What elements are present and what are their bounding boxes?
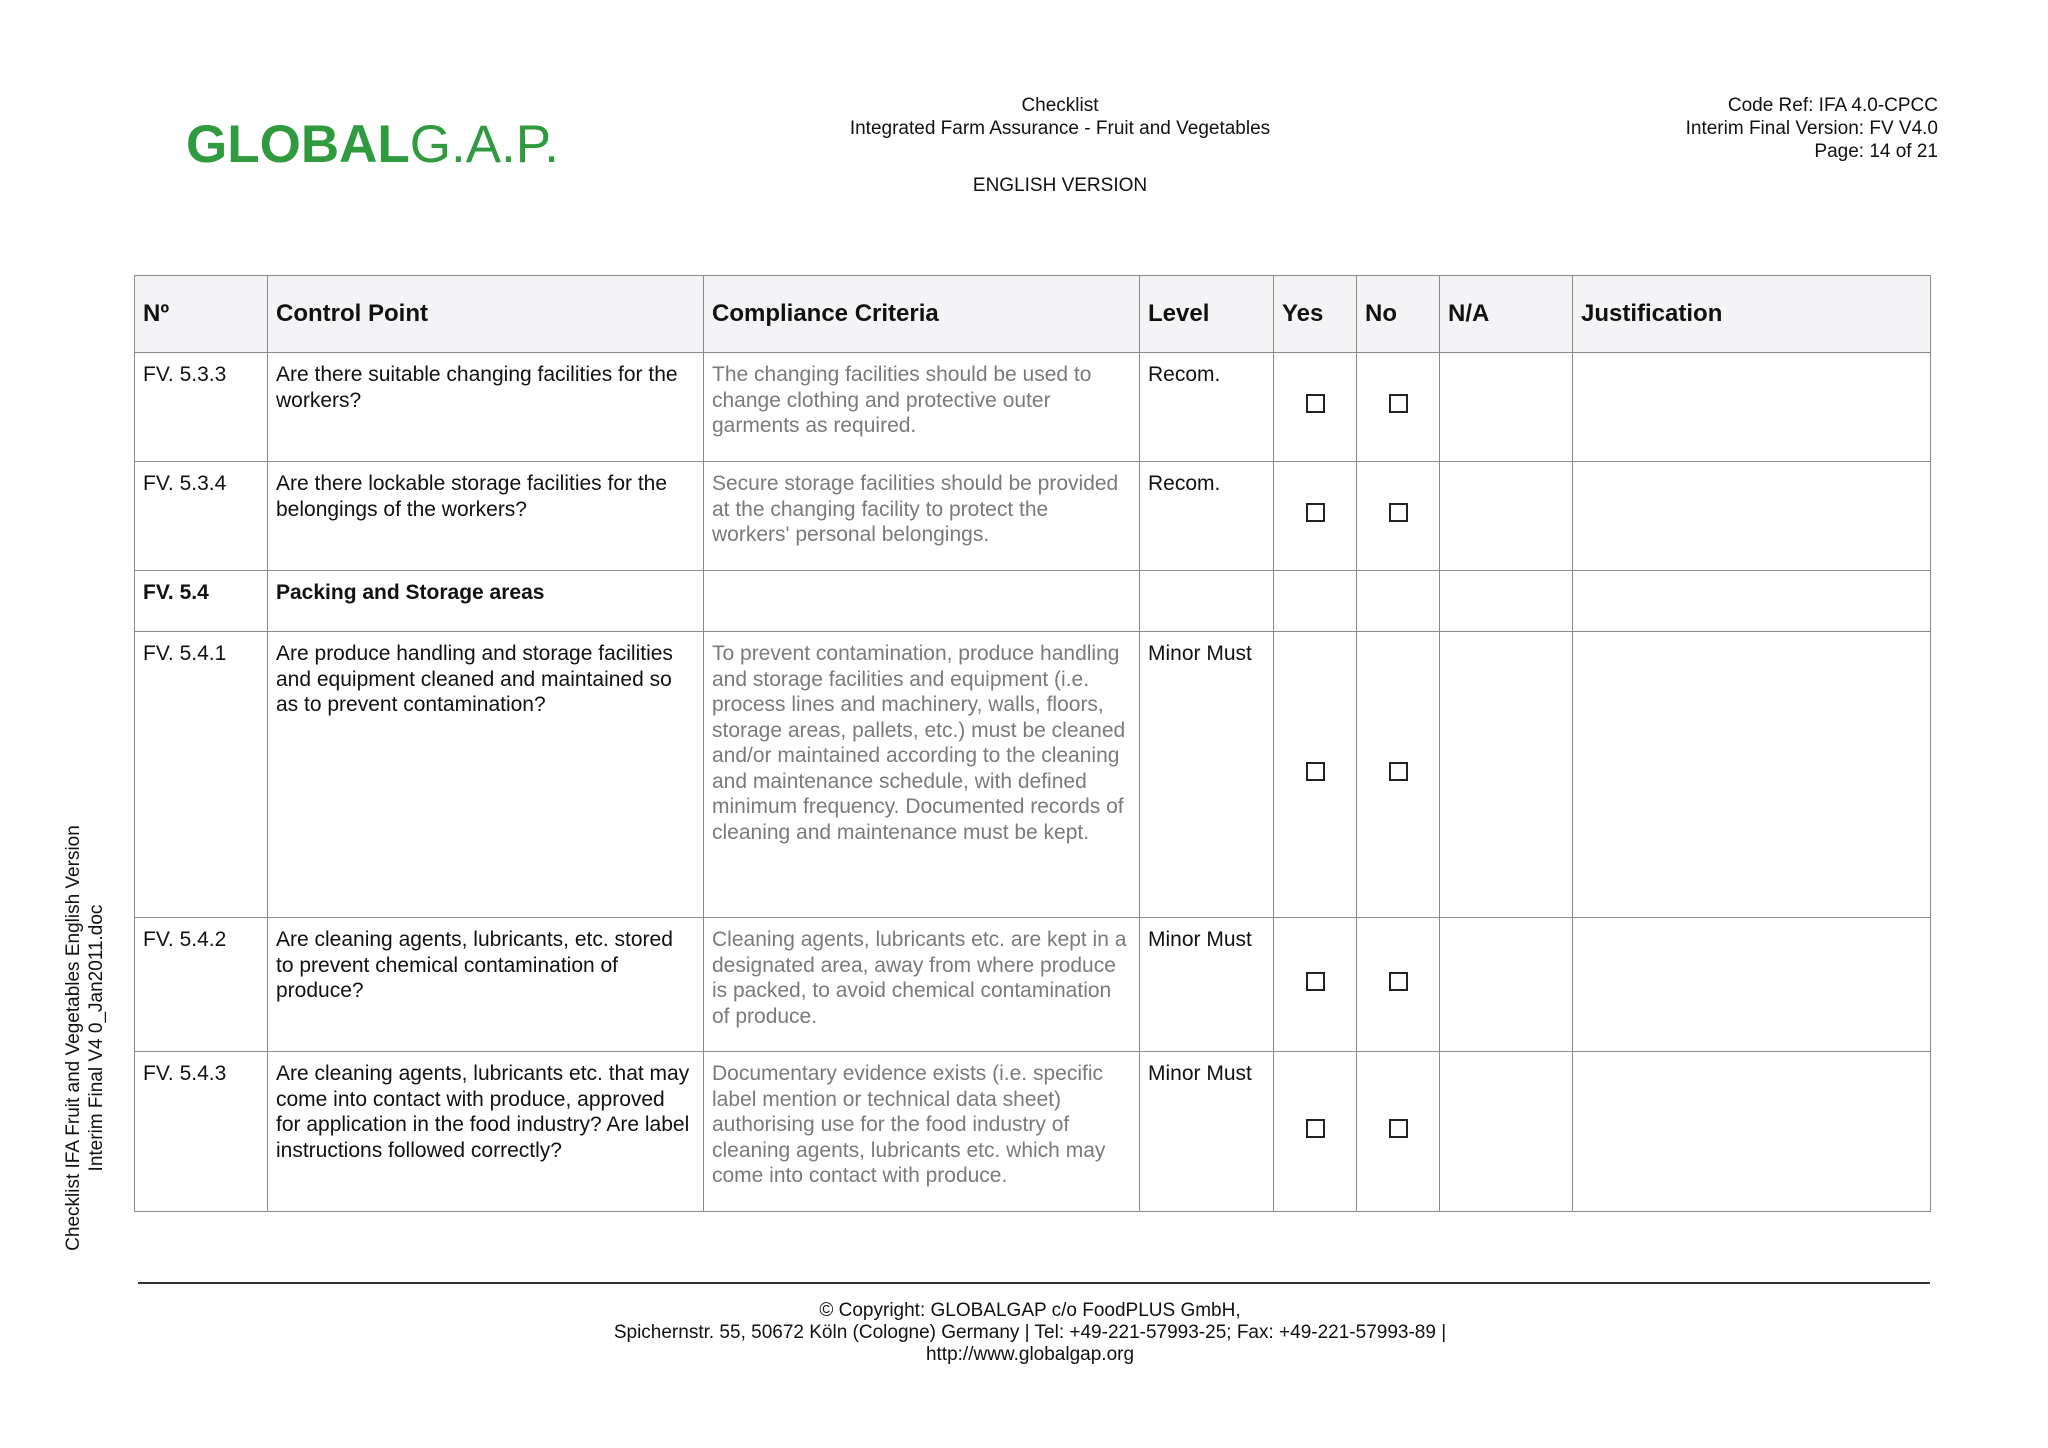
section-row — [135, 571, 1931, 632]
row-number: FV. 5.4.2 — [135, 918, 268, 1052]
col-header-na: N/A — [1440, 276, 1573, 353]
no-checkbox[interactable] — [1389, 762, 1408, 781]
no-checkbox[interactable] — [1389, 1119, 1408, 1138]
code-ref: Code Ref: IFA 4.0-CPCC — [1727, 95, 1938, 116]
yes-cell — [1274, 918, 1357, 1052]
side-file-label — [62, 808, 108, 1268]
version-ref: Interim Final Version: FV V4.0 — [1685, 118, 1938, 139]
col-header-no-answer: No — [1357, 276, 1440, 353]
col-header-compliance-criteria: Compliance Criteria — [704, 276, 1140, 353]
checklist-table — [134, 275, 1931, 1212]
section-title: Packing and Storage areas — [268, 571, 704, 632]
yes-checkbox[interactable] — [1306, 394, 1325, 413]
yes-cell — [1274, 462, 1357, 571]
compliance-criteria: Documentary evidence exists (i.e. specific label mention or technical data sheet) authorising use for the food industry of cleaning agents, lubricants etc. which may come into contact with produce. — [704, 1052, 1140, 1212]
row-number: FV. 5.4.3 — [135, 1052, 268, 1212]
na-cell[interactable] — [1440, 353, 1573, 462]
website-link[interactable]: http://www.globalgap.org — [925, 1344, 1135, 1365]
yes-checkbox[interactable] — [1306, 1119, 1325, 1138]
address: Spichernstr. 55, 50672 Köln (Cologne) Germany | Tel: +49-221-57993-25; Fax: +49-221-57993-89 | — [613, 1322, 1447, 1343]
section-number: FV. 5.4 — [135, 571, 268, 632]
table-row — [135, 1052, 1931, 1212]
level: Minor Must — [1140, 918, 1274, 1052]
compliance-criteria: The changing facilities should be used to change clothing and protective outer garments as required. — [704, 353, 1140, 462]
no-cell — [1357, 1052, 1440, 1212]
col-header-control-point: Control Point — [268, 276, 704, 353]
yes-cell — [1274, 1052, 1357, 1212]
no-cell — [1357, 918, 1440, 1052]
no-cell — [1357, 632, 1440, 918]
table-row — [135, 918, 1931, 1052]
col-header-no: Nº — [135, 276, 268, 353]
yes-cell — [1274, 353, 1357, 462]
col-header-level: Level — [1140, 276, 1274, 353]
table-row — [135, 462, 1931, 571]
level: Recom. — [1140, 353, 1274, 462]
no-cell — [1357, 353, 1440, 462]
justification-cell[interactable] — [1573, 918, 1931, 1052]
globalgap-logo: GLOBALG.A.P. — [186, 115, 560, 174]
compliance-criteria: Secure storage facilities should be provided at the changing facility to protect the workers' personal belongings. — [704, 462, 1140, 571]
justification-cell[interactable] — [1573, 462, 1931, 571]
table-header-row — [135, 276, 1931, 353]
doc-title: Integrated Farm Assurance - Fruit and Vegetables — [849, 118, 1271, 139]
footer — [440, 1300, 1620, 1366]
side-file-line-1: Checklist IFA Fruit and Vegetables English Version — [63, 825, 84, 1251]
copyright: © Copyright: GLOBALGAP c/o FoodPLUS GmbH, — [819, 1300, 1241, 1321]
justification-cell[interactable] — [1573, 632, 1931, 918]
footer-divider — [138, 1282, 1930, 1284]
table-row — [135, 632, 1931, 918]
no-cell — [1357, 462, 1440, 571]
no-checkbox[interactable] — [1389, 972, 1408, 991]
level: Minor Must — [1140, 632, 1274, 918]
page-number: Page: 14 of 21 — [1814, 141, 1938, 162]
control-point: Are there lockable storage facilities for the belongings of the workers? — [268, 462, 704, 571]
justification-cell[interactable] — [1573, 353, 1931, 462]
row-number: FV. 5.3.4 — [135, 462, 268, 571]
compliance-criteria: To prevent contamination, produce handling and storage facilities and equipment (i.e. process lines and machinery, walls, floors, storage areas, pallets, etc.) must be cleaned and/or maintained according to the cleaning and maintenance schedule, with defined minimum frequency. Documented records of cleaning and maintenance must be kept. — [704, 632, 1140, 918]
yes-cell — [1274, 632, 1357, 918]
na-cell[interactable] — [1440, 1052, 1573, 1212]
col-header-yes: Yes — [1274, 276, 1357, 353]
row-number: FV. 5.4.1 — [135, 632, 268, 918]
doc-language: ENGLISH VERSION — [972, 175, 1148, 196]
na-cell[interactable] — [1440, 462, 1573, 571]
document-title-block — [740, 94, 1380, 197]
document-reference-block — [1438, 94, 1938, 163]
doc-type: Checklist — [1021, 95, 1099, 116]
na-cell[interactable] — [1440, 918, 1573, 1052]
table-row — [135, 353, 1931, 462]
na-cell[interactable] — [1440, 632, 1573, 918]
compliance-criteria: Cleaning agents, lubricants etc. are kept in a designated area, away from where produce is packed, to avoid chemical contamination of produce. — [704, 918, 1140, 1052]
level: Recom. — [1140, 462, 1274, 571]
control-point: Are there suitable changing facilities for the workers? — [268, 353, 704, 462]
yes-checkbox[interactable] — [1306, 503, 1325, 522]
yes-checkbox[interactable] — [1306, 762, 1325, 781]
no-checkbox[interactable] — [1389, 503, 1408, 522]
side-file-line-2: Interim Final V4 0_Jan2011.doc — [86, 904, 107, 1172]
level: Minor Must — [1140, 1052, 1274, 1212]
control-point: Are cleaning agents, lubricants, etc. stored to prevent chemical contamination of produce? — [268, 918, 704, 1052]
justification-cell[interactable] — [1573, 1052, 1931, 1212]
col-header-justification: Justification — [1573, 276, 1931, 353]
control-point: Are produce handling and storage facilities and equipment cleaned and maintained so as to prevent contamination? — [268, 632, 704, 918]
no-checkbox[interactable] — [1389, 394, 1408, 413]
control-point: Are cleaning agents, lubricants etc. that may come into contact with produce, approved for application in the food industry? Are label instructions followed correctly? — [268, 1052, 704, 1212]
yes-checkbox[interactable] — [1306, 972, 1325, 991]
row-number: FV. 5.3.3 — [135, 353, 268, 462]
